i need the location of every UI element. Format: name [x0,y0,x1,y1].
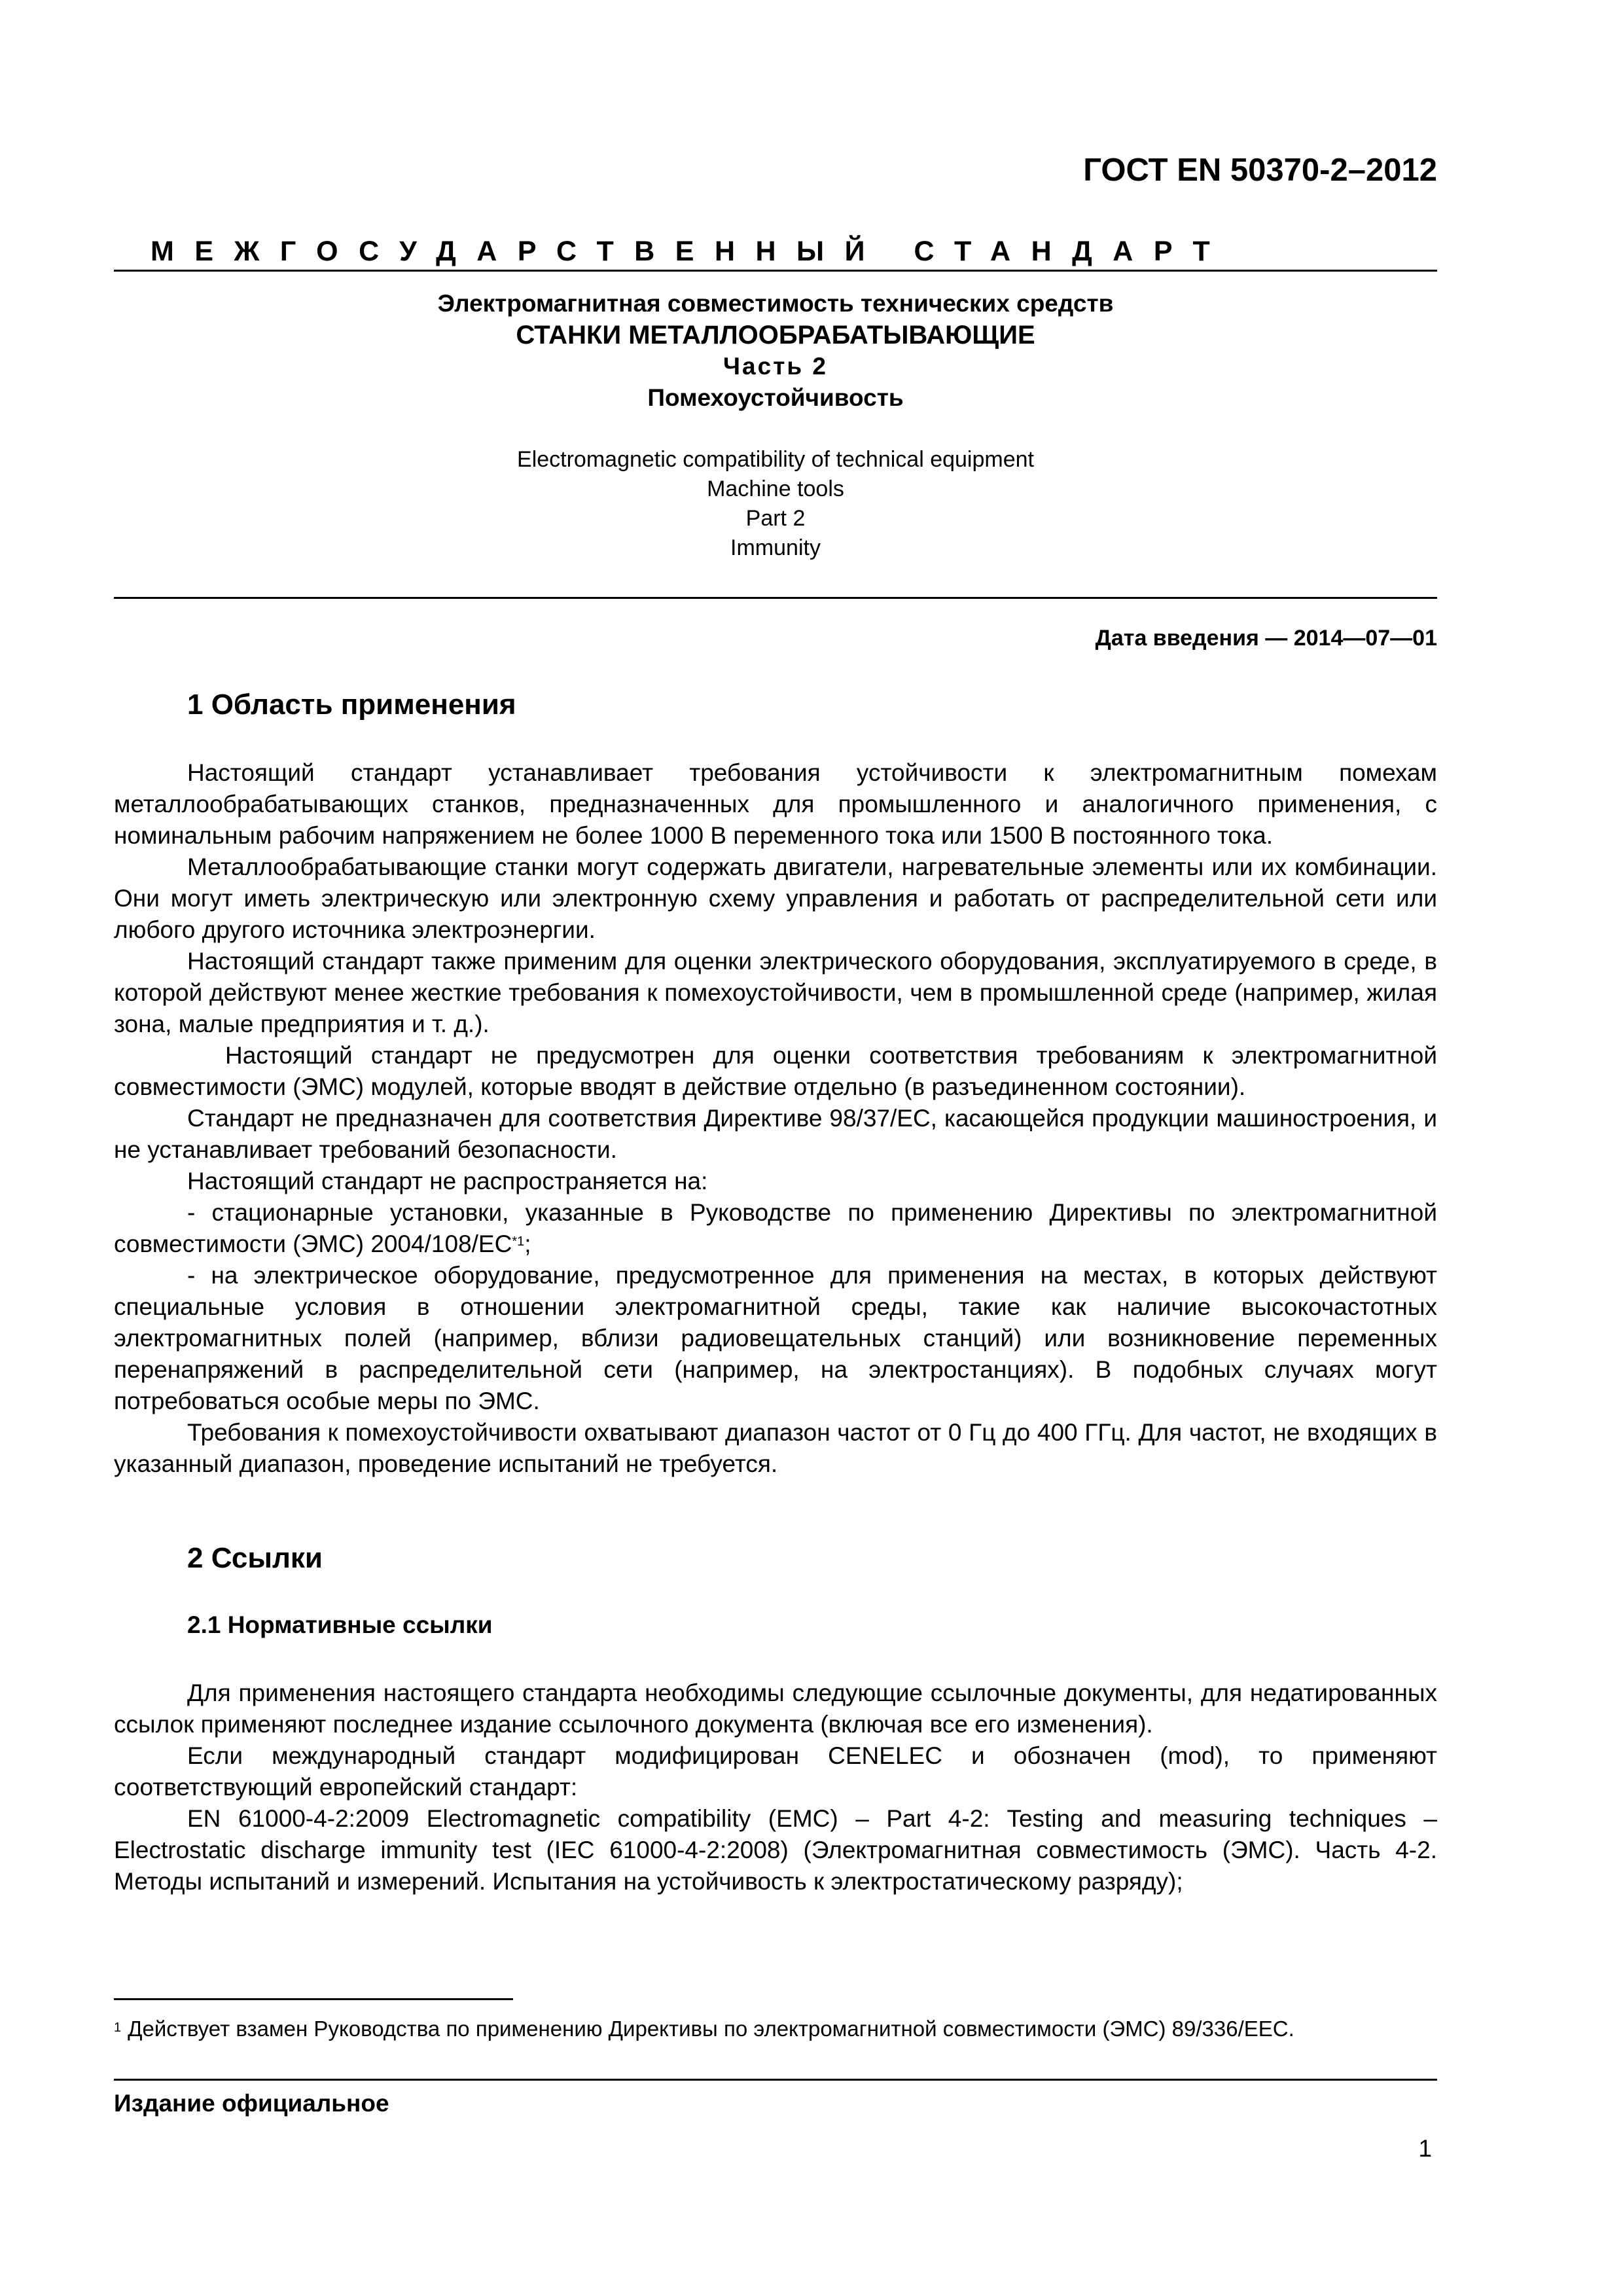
paragraph: Настоящий стандарт также применим для оценки электрического оборудования, эксплуатируемого в среде, в которой действуют менее жесткие требования к помехоустойчивости, чем в промышленной среде (например, жилая зона, малые предприятия и т. д.). [114,948,1437,1037]
footnote-text: Действует взамен Руководства по применению Директивы по электромагнитной совместимости (ЭМС) 89/336/EEC. [128,2017,1294,2041]
en-title-line-1: Electromagnetic compatibility of technical equipment [517,447,1034,472]
paragraph: Если международный стандарт модифицирован CENELEC и обозначен (mod), то применяют соответствующий европейский стандарт: [114,1742,1437,1801]
footnote [114,2015,1398,2043]
title-line-4: Помехоустойчивость [647,384,904,411]
paragraph: Требования к помехоустойчивости охватывают диапазон частот от 0 Гц до 400 ГГц. Для частот, не входящих в указанный диапазон, проведение испытаний не требуется. [114,1419,1437,1477]
header-rule [114,270,1437,272]
english-title [114,445,1437,563]
en-title-line-2: Machine tools [707,476,844,501]
en-title-line-3: Part 2 [745,506,806,531]
paragraph: Настоящий стандарт не предусмотрен для оценки соответствия требованиям к электромагнитной совместимости (ЭМС) модулей, которые вводят в действие отдельно (в разъединенном состоянии). [114,1042,1437,1100]
intro-date: Дата введения — 2014—07—01 [1095,626,1437,651]
en-title-line-4: Immunity [730,535,821,560]
footer-rule [114,2079,1437,2081]
paragraph: Стандарт не предназначен для соответствия Директиве 98/37/EC, касающейся продукции машиностроения, и не устанавливает требований безопасности. [114,1105,1437,1163]
title-rule [114,597,1437,599]
edition-label: Издание официальное [114,2090,389,2117]
paragraph-text: - стационарные установки, указанные в Руководстве по применению Директивы по электромагнитной совместимости (ЭМС) 2004/108/EC [114,1199,1437,1257]
section-2-1-heading: 2.1 Нормативные ссылки [187,1611,493,1638]
paragraph: EN 61000-4-2:2009 Electromagnetic compatibility (EMC) – Part 4-2: Testing and measuring techniques – Electrostatic discharge immunity test (IEC 61000-4-2:2008) (Электромагнитная совместимость (ЭМС). Часть 4-2. Методы испытаний и измерений. Испытания на устойчивость к электростатическому разряду); [114,1805,1437,1895]
paragraph: Настоящий стандарт не распространяется на: [187,1168,708,1194]
footnote-ref[interactable]: *1 [512,1234,525,1249]
russian-title [114,288,1437,414]
paragraph: - на электрическое оборудование, предусмотренное для применения на местах, в которых действуют специальные условия в отношении электромагнитной среды, такие как наличие высокочастотных электромагнитных полей (например, вблизи радиовещательных станций) или возникновение переменных перенапряжений в распределительной сети (например, на электростанциях). В подобных случаях могут потребоваться особые меры по ЭМС. [114,1262,1437,1414]
paragraph: Настоящий стандарт устанавливает требования устойчивости к электромагнитным помехам металлообрабатывающих станков, предназначенных для промышленного и аналогичного применения, с номинальным рабочим напряжением не более 1000 В переменного тока или 1500 В постоянного тока. [114,759,1437,849]
gost-code: ГОСТ EN 50370-2–2012 [1083,152,1437,188]
footnote-rule [114,1998,513,2000]
interstate-standard-label: МЕЖГОСУДАРСТВЕННЫЙ СТАНДАРТ [151,236,1231,267]
section-2-body [114,1677,1437,1897]
paragraph-with-footnote [114,1197,1437,1260]
paragraph: Для применения настоящего стандарта необходимы следующие ссылочные документы, для недатированных ссылок применяют последнее издание ссылочного документа (включая все его изменения). [114,1679,1437,1738]
section-1-body [114,757,1437,1480]
title-line-3: Часть 2 [723,353,828,380]
page-number: 1 [1418,2135,1432,2162]
title-line-1: Электромагнитная совместимость технических средств [437,290,1114,317]
paragraph-end: ; [524,1230,531,1257]
document-page [114,0,1437,2296]
section-1-heading: 1 Область применения [187,689,516,721]
paragraph: Металлообрабатывающие станки могут содержать двигатели, нагревательные элементы или их комбинации. Они могут иметь электрическую или электронную схему управления и работать от распределительной сети или любого другого источника электроэнергии. [114,853,1437,943]
title-line-2: СТАНКИ МЕТАЛЛООБРАБАТЫВАЮЩИЕ [516,321,1035,350]
section-2-heading: 2 Ссылки [187,1542,323,1574]
footnote-marker: 1 [114,2020,122,2035]
